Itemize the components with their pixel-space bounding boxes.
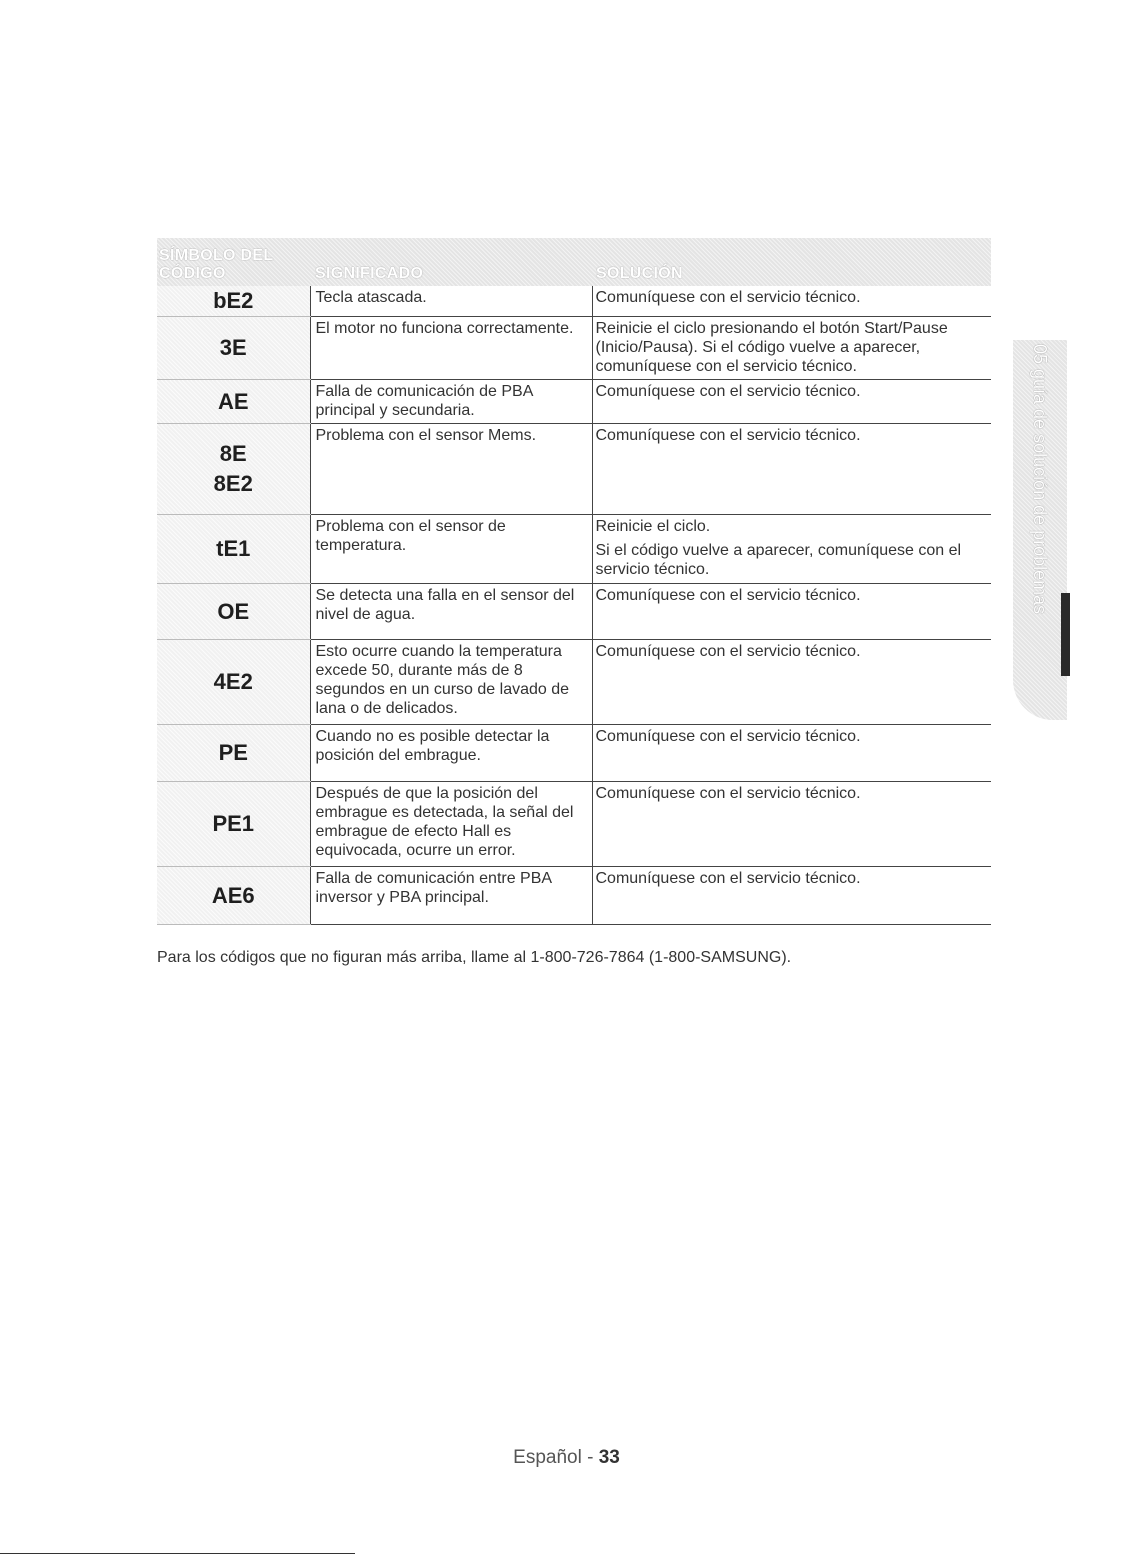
solution-cell: [592, 584, 991, 640]
meaning-cell: Problema con el sensor Mems.: [310, 424, 592, 515]
table-row: [157, 640, 991, 725]
meaning-cell: Problema con el sensor de temperatura.: [310, 515, 592, 584]
error-code: tE1: [216, 536, 251, 561]
table-row: [157, 286, 991, 317]
solution-text: Comuníquese con el servicio técnico.: [595, 643, 861, 660]
meaning-cell: El motor no funciona correctamente.: [310, 317, 592, 380]
meaning-cell: Falla de comunicación entre PBA inversor y PBA principal.: [310, 867, 592, 925]
footer-language: Español -: [513, 1447, 599, 1468]
chapter-side-tab-label: 05 guía de solución de problemas: [1030, 344, 1050, 615]
header-code-symbol: SÍMBOLO DEL CÓDIGO: [159, 247, 274, 282]
chapter-marker: [1061, 593, 1070, 676]
error-code-cell: [157, 286, 310, 317]
solution-text: Reinicie el ciclo.: [595, 518, 711, 535]
page-number: 33: [598, 1447, 620, 1468]
error-code: 8E2: [213, 471, 253, 496]
table-row: [157, 424, 991, 515]
bottom-divider: [0, 1553, 355, 1554]
solution-text: Comuníquese con el servicio técnico.: [595, 289, 861, 306]
solution-text: Comuníquese con el servicio técnico.: [595, 728, 861, 745]
error-code: 3E: [219, 335, 247, 360]
solution-text: Comuníquese con el servicio técnico.: [595, 383, 861, 400]
meaning-cell: Se detecta una falla en el sensor del nivel de agua.: [310, 584, 592, 640]
footnote: Para los códigos que no figuran más arriba, llame al 1-800-726-7864 (1-800-SAMSUNG).: [157, 949, 792, 966]
table-header-row: [157, 238, 991, 286]
table-row: [157, 725, 991, 782]
table-row: [157, 380, 991, 424]
solution-cell: [592, 640, 991, 725]
error-code-table: [157, 238, 991, 925]
page-footer: [0, 1447, 1133, 1469]
solution-text: Comuníquese con el servicio técnico.: [595, 427, 861, 444]
error-code-cell: [157, 782, 310, 867]
chapter-side-tab[interactable]: [1013, 340, 1067, 720]
error-code: AE: [217, 388, 249, 414]
error-code: OE: [217, 598, 250, 624]
table-row: [157, 584, 991, 640]
table-row: [157, 782, 991, 867]
meaning-cell: Esto ocurre cuando la temperatura excede 50, durante más de 8 segundos en un curso de lavado de lana o de delicados.: [310, 640, 592, 725]
meaning-cell: Cuando no es posible detectar la posición del embrague.: [310, 725, 592, 782]
error-code: PE: [218, 740, 248, 765]
solution-cell: [592, 515, 991, 584]
error-code-cell: [157, 584, 310, 640]
solution-text: Reinicie el ciclo presionando el botón Start/Pause (Inicio/Pausa). Si el código vuelve a aparecer, comuníquese con el servicio técnico.: [595, 320, 948, 375]
solution-text: Si el código vuelve a aparecer, comuníquese con el servicio técnico.: [595, 542, 962, 578]
error-code: bE2: [213, 288, 254, 313]
error-code-cell: [157, 867, 310, 925]
meaning-cell: Después de que la posición del embrague es detectada, la señal del embrague de efecto Hall es equivocada, ocurre un error.: [310, 782, 592, 867]
table-row: [157, 867, 991, 925]
solution-cell: [592, 380, 991, 424]
meaning-cell: Tecla atascada.: [310, 286, 592, 317]
error-code-cell: [157, 640, 310, 725]
error-code: 8E: [219, 441, 247, 466]
error-code: 4E2: [213, 669, 253, 694]
table-row: [157, 317, 991, 380]
header-solution: SOLUCIÓN: [596, 265, 683, 282]
error-code: AE6: [211, 882, 255, 908]
solution-text: Comuníquese con el servicio técnico.: [595, 587, 861, 604]
solution-cell: [592, 867, 991, 925]
meaning-cell: Falla de comunicación de PBA principal y secundaria.: [310, 380, 592, 424]
error-code-cell: [157, 380, 310, 424]
table-row: [157, 515, 991, 584]
solution-text: Comuníquese con el servicio técnico.: [595, 870, 861, 887]
solution-text: Comuníquese con el servicio técnico.: [595, 785, 861, 802]
error-code-cell: [157, 515, 310, 584]
error-code-cell: [157, 317, 310, 380]
solution-cell: [592, 424, 991, 515]
error-code-cell: [157, 424, 310, 515]
solution-cell: [592, 782, 991, 867]
solution-cell: [592, 317, 991, 380]
header-meaning: SIGNIFICADO: [315, 265, 424, 282]
error-code: PE1: [212, 811, 255, 836]
solution-cell: [592, 286, 991, 317]
error-code-cell: [157, 725, 310, 782]
solution-cell: [592, 725, 991, 782]
